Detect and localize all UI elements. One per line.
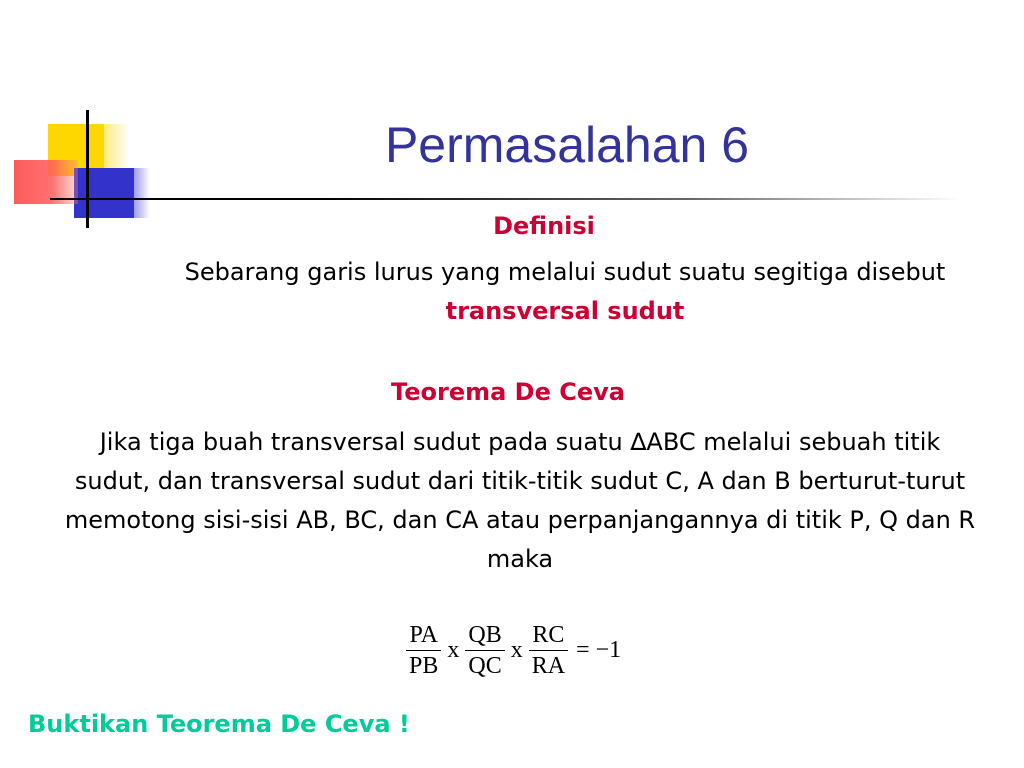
- footer-prompt: Buktikan Teorema De Ceva !: [28, 710, 410, 738]
- fraction-pa-pb: [404, 620, 443, 681]
- definition-term: transversal sudut: [445, 297, 685, 325]
- ceva-formula: [404, 620, 621, 681]
- fraction-numerator: QB: [468, 622, 502, 648]
- fraction-qb-qc: [463, 620, 506, 681]
- definition-heading: Definisi: [493, 212, 595, 240]
- definition-body: Sebarang garis lurus yang melalui sudut suatu segitiga disebut: [184, 258, 946, 286]
- slide-title: Permasalahan 6: [384, 117, 750, 173]
- fraction-rc-ra: [527, 620, 570, 681]
- title-underline: [50, 198, 960, 200]
- multiply-sign: x: [447, 637, 460, 663]
- multiply-sign: x: [510, 637, 523, 663]
- fraction-denominator: PB: [409, 653, 439, 679]
- decor-blue-fade: [130, 168, 150, 218]
- decor-blue-square: [74, 168, 134, 218]
- fraction-numerator: RC: [532, 622, 565, 648]
- fraction-denominator: QC: [468, 653, 502, 679]
- fraction-denominator: RA: [531, 653, 566, 679]
- theorem-text: Jika tiga buah transversal sudut pada suatu ∆ABC melalui sebuah titik sudut, dan transversal sudut dari titik-titik sudut C, A dan B berturut-turut memotong sisi-sisi AB, BC, dan CA atau perpanjangannya di titik P, Q dan R maka: [64, 428, 976, 573]
- definition-text: [180, 253, 950, 331]
- theorem-heading: Teorema De Ceva: [391, 378, 625, 406]
- fraction-numerator: PA: [409, 622, 438, 648]
- formula-result: = −1: [576, 637, 622, 663]
